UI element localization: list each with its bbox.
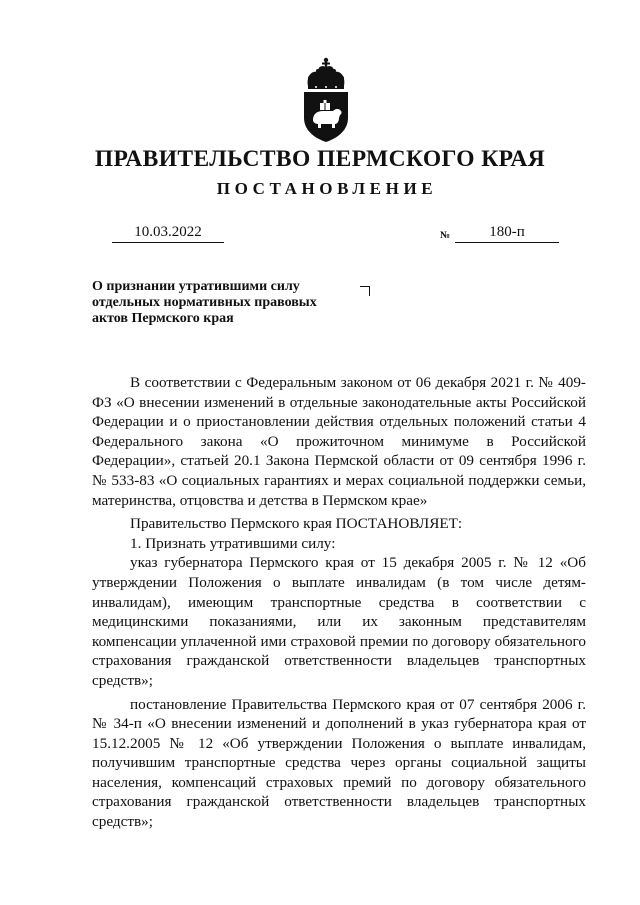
body-paragraph: Правительство Пермского края ПОСТАНОВЛЯЕТ: xyxy=(130,515,463,533)
subject-line: О признании утратившими силу xyxy=(92,279,300,294)
body-paragraph: постановление Правительства Пермского края от 07 сентября 2006 г. № 34-п «О внесении изменений и дополнений в указ губернатора края от 15.12.2005 № 12 «Об утверждении Положения о выплате инвалидам, получившим транспортные средства через органы социальной защиты населения, компенсаций страховых премий по договору обязательного страхования гражданской ответственности владельцев транспортных средств»; xyxy=(92,695,586,831)
coat-of-arms-icon xyxy=(296,56,356,142)
organization-title: ПРАВИТЕЛЬСТВО ПЕРМСКОГО КРАЯ xyxy=(94,146,546,172)
subject-line: актов Пермского края xyxy=(92,311,234,326)
document-date: 10.03.2022 xyxy=(112,222,224,243)
document-subject xyxy=(92,279,362,327)
document-type: ПОСТАНОВЛЕНИЕ xyxy=(216,179,438,198)
corner-bracket-mark xyxy=(360,286,370,296)
document-body xyxy=(92,373,586,832)
number-label: № xyxy=(440,230,451,241)
document-number: 180-п xyxy=(455,222,559,243)
body-paragraph: указ губернатора Пермского края от 15 декабря 2005 г. № 12 «Об утверждении Положения о выплате инвалидам (в том числе детям-инвалидам), имеющим транспортные средства в соответствии с медицинскими показаниями, или их законным представителям компенсации уплаченной ими страховой премии по договору обязательного страхования гражданской ответственности владельцев транспортных средств»; xyxy=(92,554,586,689)
subject-line: отдельных нормативных правовых xyxy=(92,295,317,310)
body-paragraph: В соответствии с Федеральным законом от 06 декабря 2021 г. № 409-ФЗ «О внесении изменений в отдельные законодательные акты Российской Федерации и о приостановлении действия отдельных положений статьи 4 Федерального закона «О прожиточном минимуме в Российской Федерации», статьей 20.1 Закона Пермской области от 09 сентября 1996 г. № 533-83 «О социальных гарантиях и мерах социальной поддержки семьи, материнства, отцовства и детства в Пермском крае» xyxy=(92,374,586,509)
body-paragraph: 1. Признать утратившими силу: xyxy=(130,534,336,552)
